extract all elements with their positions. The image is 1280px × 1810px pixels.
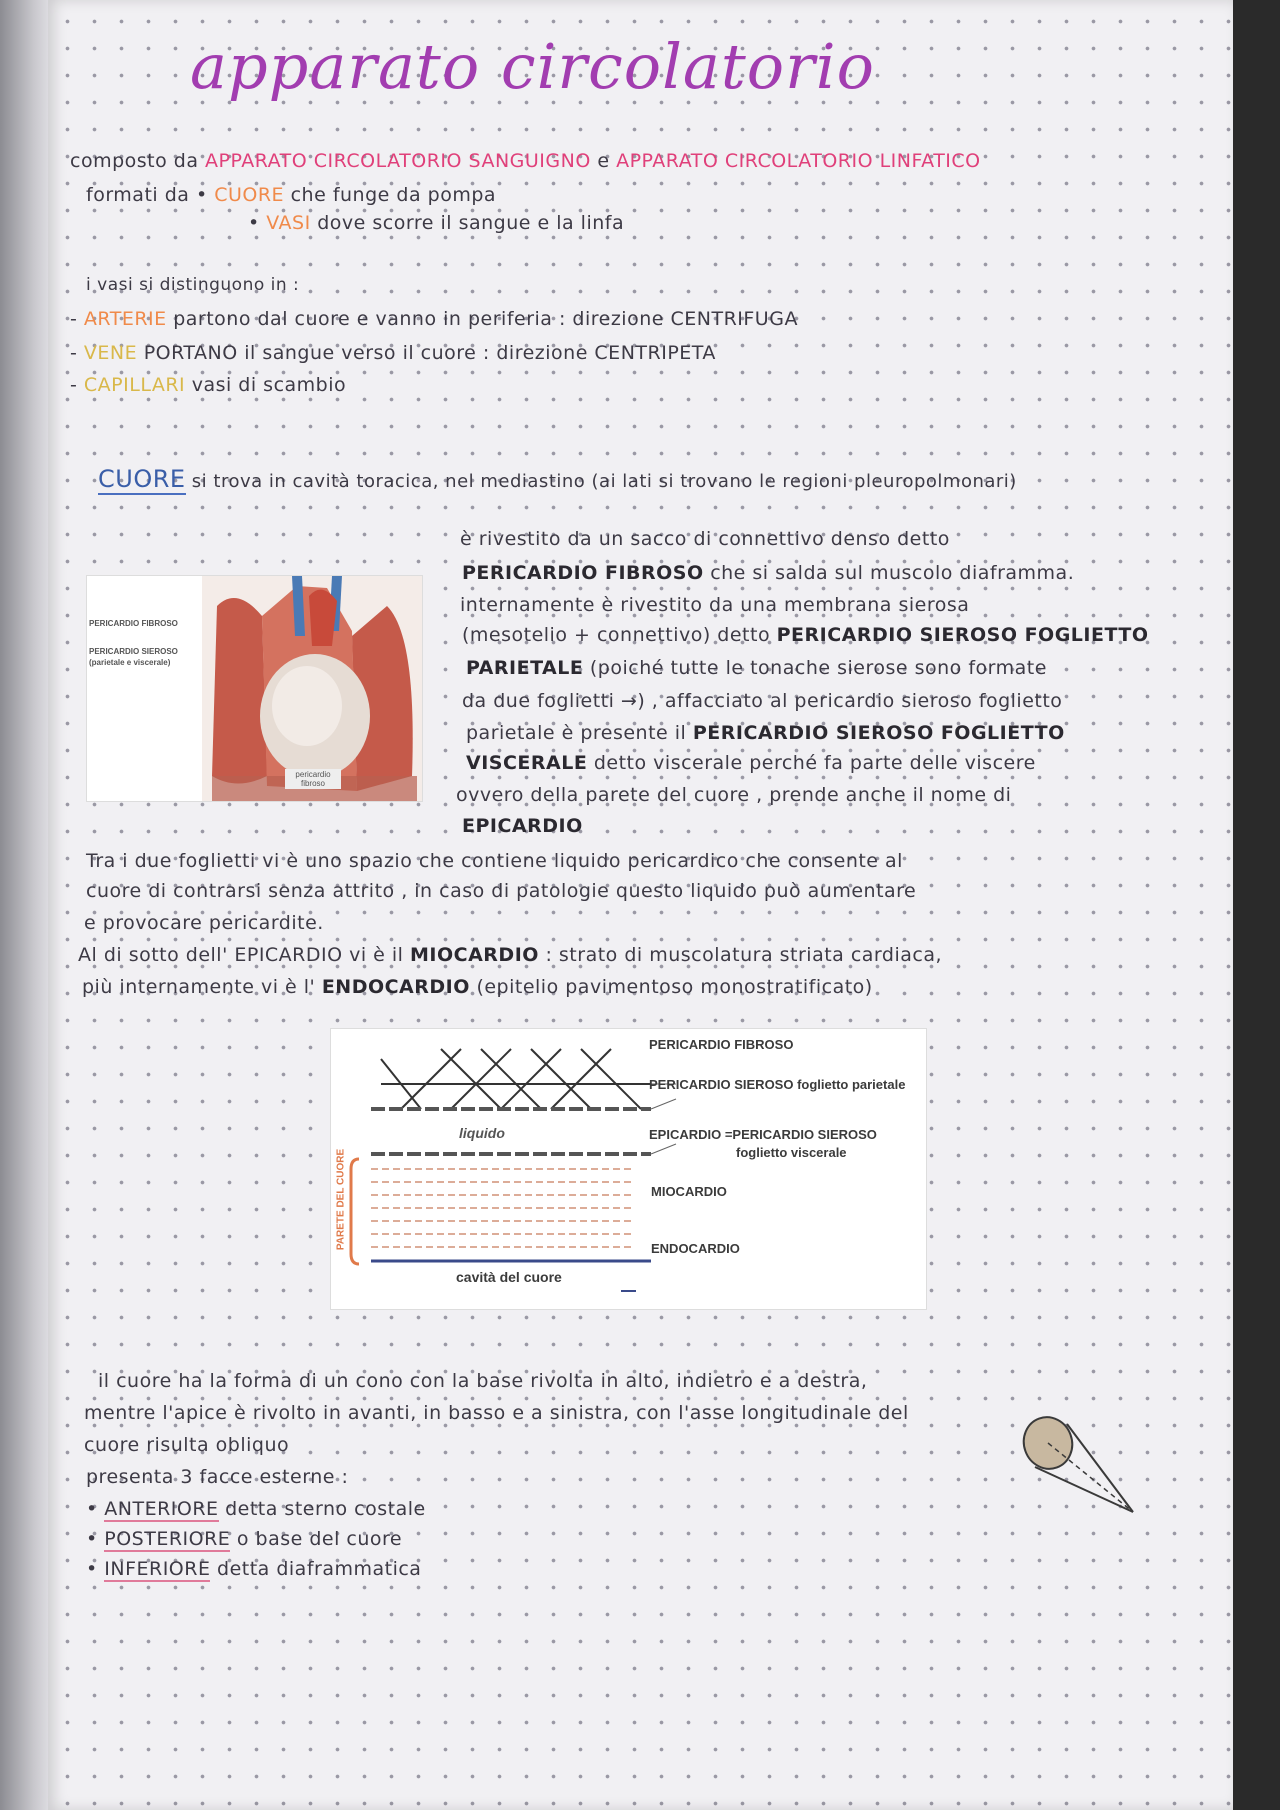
- anteriore-text: detta sterno costale: [225, 1498, 426, 1520]
- arterie-row: - ARTERIE partono dal cuore e vanno in periferia : direzione CENTRIFUGA: [70, 308, 798, 330]
- vasi-label: VASI: [266, 212, 311, 234]
- cuore-p1: è rivestito da un sacco di connettivo denso detto: [460, 528, 950, 550]
- forma-l4: presenta 3 facce esterne :: [86, 1466, 349, 1488]
- page-title: apparato circolatorio: [190, 30, 875, 103]
- intro-prefix: composto da: [70, 150, 199, 172]
- cuore-label: CUORE: [214, 184, 285, 206]
- diag-epicardio: EPICARDIO =PERICARDIO SIEROSO: [649, 1127, 877, 1142]
- cuore-p4: [462, 624, 1148, 646]
- inferiore-text: detta diaframmatica: [217, 1558, 422, 1580]
- diag-endocardio: ENDOCARDIO: [651, 1241, 740, 1256]
- diag-sieroso-parietale: PERICARDIO SIEROSO foglietto parietale: [649, 1077, 906, 1092]
- cuore-p14-b: : strato di muscolatura striata cardiaca,: [545, 944, 943, 966]
- intro-and: e: [597, 150, 610, 172]
- cuore-p15-b: (epitelio pavimentoso monostratificato): [476, 976, 873, 998]
- faccia-posteriore: • POSTERIORE o base del cuore: [86, 1528, 403, 1550]
- posteriore-label: POSTERIORE: [104, 1528, 231, 1550]
- cone-icon: [1015, 1410, 1145, 1520]
- cuore-p2-text: che si salda sul muscolo diaframma.: [710, 562, 1075, 584]
- diag-liquido: liquido: [459, 1125, 505, 1141]
- cuore-p15-a: più internamente vi è l': [82, 976, 316, 998]
- cuore-p5: [466, 657, 1047, 679]
- fig1-label-fibroso: PERICARDIO FIBROSO: [89, 619, 178, 628]
- capillari-text: vasi di scambio: [191, 374, 347, 396]
- heart-wall-layers-svg: [331, 1029, 926, 1309]
- faccia-inferiore: • INFERIORE detta diaframmatica: [86, 1558, 422, 1580]
- intro-line-1: [70, 150, 981, 172]
- vene-label: VENE: [83, 342, 138, 364]
- cuore-p3: internamente è rivestito da una membrana sierosa: [460, 594, 970, 616]
- endocardio: ENDOCARDIO: [321, 976, 470, 998]
- cuore-p12: cuore di contrarsi senza attrito , in caso di patologie questo liquido può aumentare: [86, 880, 917, 902]
- formati-prefix: formati da: [86, 184, 190, 206]
- diag-miocardio: MIOCARDIO: [651, 1184, 727, 1199]
- cuore-p7-text: parietale è presente il: [466, 722, 687, 744]
- posteriore-text: o base del cuore: [236, 1528, 403, 1550]
- cuore-p7: [466, 722, 1065, 744]
- vene-row: - VENE PORTANO il sangue verso il cuore : direzione CENTRIPETA: [70, 342, 716, 364]
- forma-l1: il cuore ha la forma di un cono con la base rivolta in alto, indietro e a destra,: [98, 1370, 868, 1392]
- apparato-sanguigno: APPARATO CIRCOLATORIO SANGUIGNO: [205, 150, 591, 172]
- capillari-label: CAPILLARI: [83, 374, 186, 396]
- viscerale: VISCERALE: [466, 752, 588, 774]
- cuore-p2: [462, 562, 1074, 584]
- cuore-p4-text: (mesotelio + connettivo) detto: [462, 624, 771, 646]
- inferiore-label: INFERIORE: [104, 1558, 211, 1580]
- arterie-text: partono dal cuore e vanno in periferia : direzione CENTRIFUGA: [173, 308, 798, 330]
- vene-text: PORTANO il sangue verso il cuore : direzione CENTRIPETA: [143, 342, 716, 364]
- apparato-linfatico: APPARATO CIRCOLATORIO LINFATICO: [616, 150, 981, 172]
- miocardio: MIOCARDIO: [410, 944, 539, 966]
- cuore-p14: [78, 944, 942, 966]
- intro-line-3: • VASI dove scorre il sangue e la linfa: [248, 212, 625, 234]
- forma-l2: mentre l'apice è rivolto in avanti, in basso e a sinistra, con l'asse longitudinale del: [84, 1402, 909, 1424]
- cuore-heading: CUORE: [98, 465, 186, 493]
- forma-l3: cuore risulta obliquo: [84, 1434, 290, 1456]
- fig1-label-parietale: (parietale e viscerale): [89, 658, 171, 667]
- cuore-p15: [82, 976, 873, 998]
- notebook-binding: [0, 0, 48, 1810]
- pericardio-sieroso-parietale-1: PERICARDIO SIEROSO FOGLIETTO: [776, 624, 1149, 646]
- faccia-anteriore: • ANTERIORE detta sterno costale: [86, 1498, 426, 1520]
- cuore-heading-text: si trova in cavità toracica, nel mediastino (ai lati si trovano le regioni pleuropolmonari): [191, 471, 1017, 492]
- cuore-p5-text: (poiché tutte le tonache sierose sono formate: [589, 657, 1047, 679]
- diag-cavita: cavità del cuore: [456, 1269, 562, 1285]
- heart-wall-diagram: [330, 1028, 927, 1310]
- cuore-p8-text: detto viscerale perché fa parte delle viscere: [593, 752, 1036, 774]
- pericardio-fibroso: PERICARDIO FIBROSO: [462, 562, 704, 584]
- cuore-p6: da due foglietti →) , affacciato al pericardio sieroso foglietto: [462, 690, 1063, 712]
- cuore-p13: e provocare pericardite.: [84, 912, 324, 934]
- cuore-heading-row: [98, 465, 1017, 493]
- cuore-p11: Tra i due foglietti vi è uno spazio che contiene liquido pericardico che consente al: [86, 850, 903, 872]
- capillari-row: - CAPILLARI vasi di scambio: [70, 374, 347, 396]
- intro-line-2: formati da • CUORE che funge da pompa: [86, 184, 497, 206]
- anteriore-label: ANTERIORE: [104, 1498, 219, 1520]
- fig1-label-pericardio-fibroso: pericardio fibroso: [285, 769, 341, 789]
- cuore-p8: [466, 752, 1036, 774]
- cuore-p14-a: Al di sotto dell' EPICARDIO vi è il: [78, 944, 404, 966]
- cuore-text: che funge da pompa: [290, 184, 497, 206]
- heart-illustration: [87, 576, 422, 801]
- arterie-label: ARTERIE: [83, 308, 167, 330]
- vasi-text: dove scorre il sangue e la linfa: [317, 212, 625, 234]
- diag-parete: PARETE DEL CUORE: [335, 1148, 347, 1251]
- pericardio-sieroso-viscerale-1: PERICARDIO SIEROSO FOGLIETTO: [692, 722, 1065, 744]
- diag-epicardio-viscerale: foglietto viscerale: [736, 1145, 847, 1160]
- diag-pericardio-fibroso: PERICARDIO FIBROSO: [649, 1037, 794, 1052]
- fig1-label-sieroso: PERICARDIO SIEROSO: [89, 647, 178, 656]
- parietale: PARIETALE: [466, 657, 584, 679]
- heart-anatomy-figure: [86, 575, 423, 802]
- epicardio: EPICARDIO: [462, 815, 583, 837]
- cuore-p9: ovvero della parete del cuore , prende anche il nome di: [456, 784, 1012, 806]
- vasi-intro: i vasi si distinguono in :: [86, 275, 300, 295]
